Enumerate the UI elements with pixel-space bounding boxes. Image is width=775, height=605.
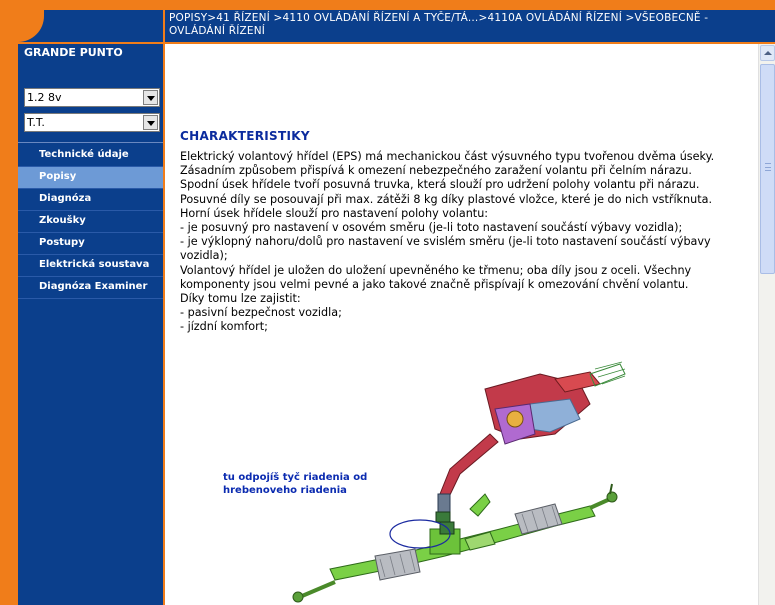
intermediate-shaft	[436, 434, 498, 522]
text-line: - pasivní bezpečnost vozidla;	[180, 306, 342, 320]
sidebar-item-elektricka-soustava[interactable]: Elektrická soustava	[18, 255, 163, 277]
grip-icon	[765, 163, 771, 171]
vertical-scrollbar[interactable]	[758, 44, 775, 605]
steering-rack	[330, 494, 595, 580]
model-title: GRANDE PUNTO	[24, 46, 123, 59]
scroll-thumb[interactable]	[760, 64, 775, 274]
engine-select-value: 1.2 8v	[27, 91, 62, 104]
text-line: - jízdní komfort;	[180, 320, 268, 334]
annotation-line-1: tu odpojíš tyč riadenia od	[223, 472, 368, 483]
header-corner-decoration	[18, 10, 163, 42]
sidebar	[18, 44, 163, 605]
text-line: Volantový hřídel je uložen do uložení upevněného ke třmenu; oba díly jsou z oceli. Všechny	[180, 263, 692, 277]
sidebar-item-popisy[interactable]: Popisy	[18, 167, 163, 189]
engine-select[interactable]	[24, 88, 160, 107]
text-line: - je výklopný nahoru/dolů pro nastavení ve svislém směru (je-li toto nastavení součástí výbavy	[180, 235, 711, 249]
text-line: vozidla);	[180, 249, 228, 263]
transmission-select-value: T.T.	[27, 116, 45, 129]
section-title: CHARAKTERISTIKY	[180, 129, 310, 143]
text-line: - je posuvný pro nastavení v osovém směru (je-li toto nastavení součástí výbavy vozidla);	[180, 221, 683, 235]
sidebar-item-zkousky[interactable]: Zkoušky	[18, 211, 163, 233]
menu-divider	[18, 142, 163, 143]
left-frame-strip	[0, 0, 18, 605]
text-line: komponenty jsou velmi pevné a jako takové značně přispívají k omezování chvění volantu.	[180, 277, 689, 291]
illustration-annotation	[223, 471, 367, 497]
sidebar-item-diagnoza[interactable]: Diagnóza	[18, 189, 163, 211]
transmission-select[interactable]	[24, 113, 160, 132]
annotation-line-2: hrebenoveho riadenia	[223, 485, 347, 496]
sidebar-item-technicke-udaje[interactable]: Technické údaje	[18, 145, 163, 167]
sidebar-item-diagnoza-examiner[interactable]: Diagnóza Examiner	[18, 277, 163, 299]
text-line: Zásadním způsobem přispívá k omezení nebezpečného zaražení volantu při čelním nárazu.	[180, 164, 692, 178]
upper-steering-column	[485, 362, 625, 444]
content-pane	[165, 44, 758, 605]
chevron-down-icon[interactable]	[143, 115, 158, 130]
breadcrumb-line-1[interactable]: POPISY>41 ŘÍZENÍ >4110 OVLÁDÁNÍ ŘÍZENÍ A TYČE/TÁ...>4110A OVLÁDÁNÍ ŘÍZENÍ >VŠEOBECNĚ -	[169, 12, 709, 24]
sidebar-menu	[18, 145, 163, 299]
top-frame-strip	[0, 0, 775, 10]
description-text	[180, 150, 755, 335]
text-line: Díky tomu lze zajistit:	[180, 292, 301, 306]
text-line: Spodní úsek hřídele tvoří posuvná truvka, která slouží pro udržení polohy volantu při nárazu.	[180, 178, 700, 192]
text-line: Posuvné díly se posouvají při max. zátěži 8 kg díky plastové vložce, které je do nich vstříknuta.	[180, 192, 713, 206]
text-line: Horní úsek hřídele slouží pro nastavení polohy volantu:	[180, 206, 489, 220]
breadcrumb	[165, 10, 775, 42]
breadcrumb-line-2[interactable]: OVLÁDÁNÍ ŘÍZENÍ	[169, 25, 266, 37]
chevron-down-icon[interactable]	[143, 90, 158, 105]
scroll-up-arrow-icon[interactable]	[760, 45, 775, 61]
sidebar-item-postupy[interactable]: Postupy	[18, 233, 163, 255]
text-line: Elektrický volantový hřídel (EPS) má mechanickou část výsuvného typu tvořenou dvěma úseky.	[180, 150, 715, 163]
